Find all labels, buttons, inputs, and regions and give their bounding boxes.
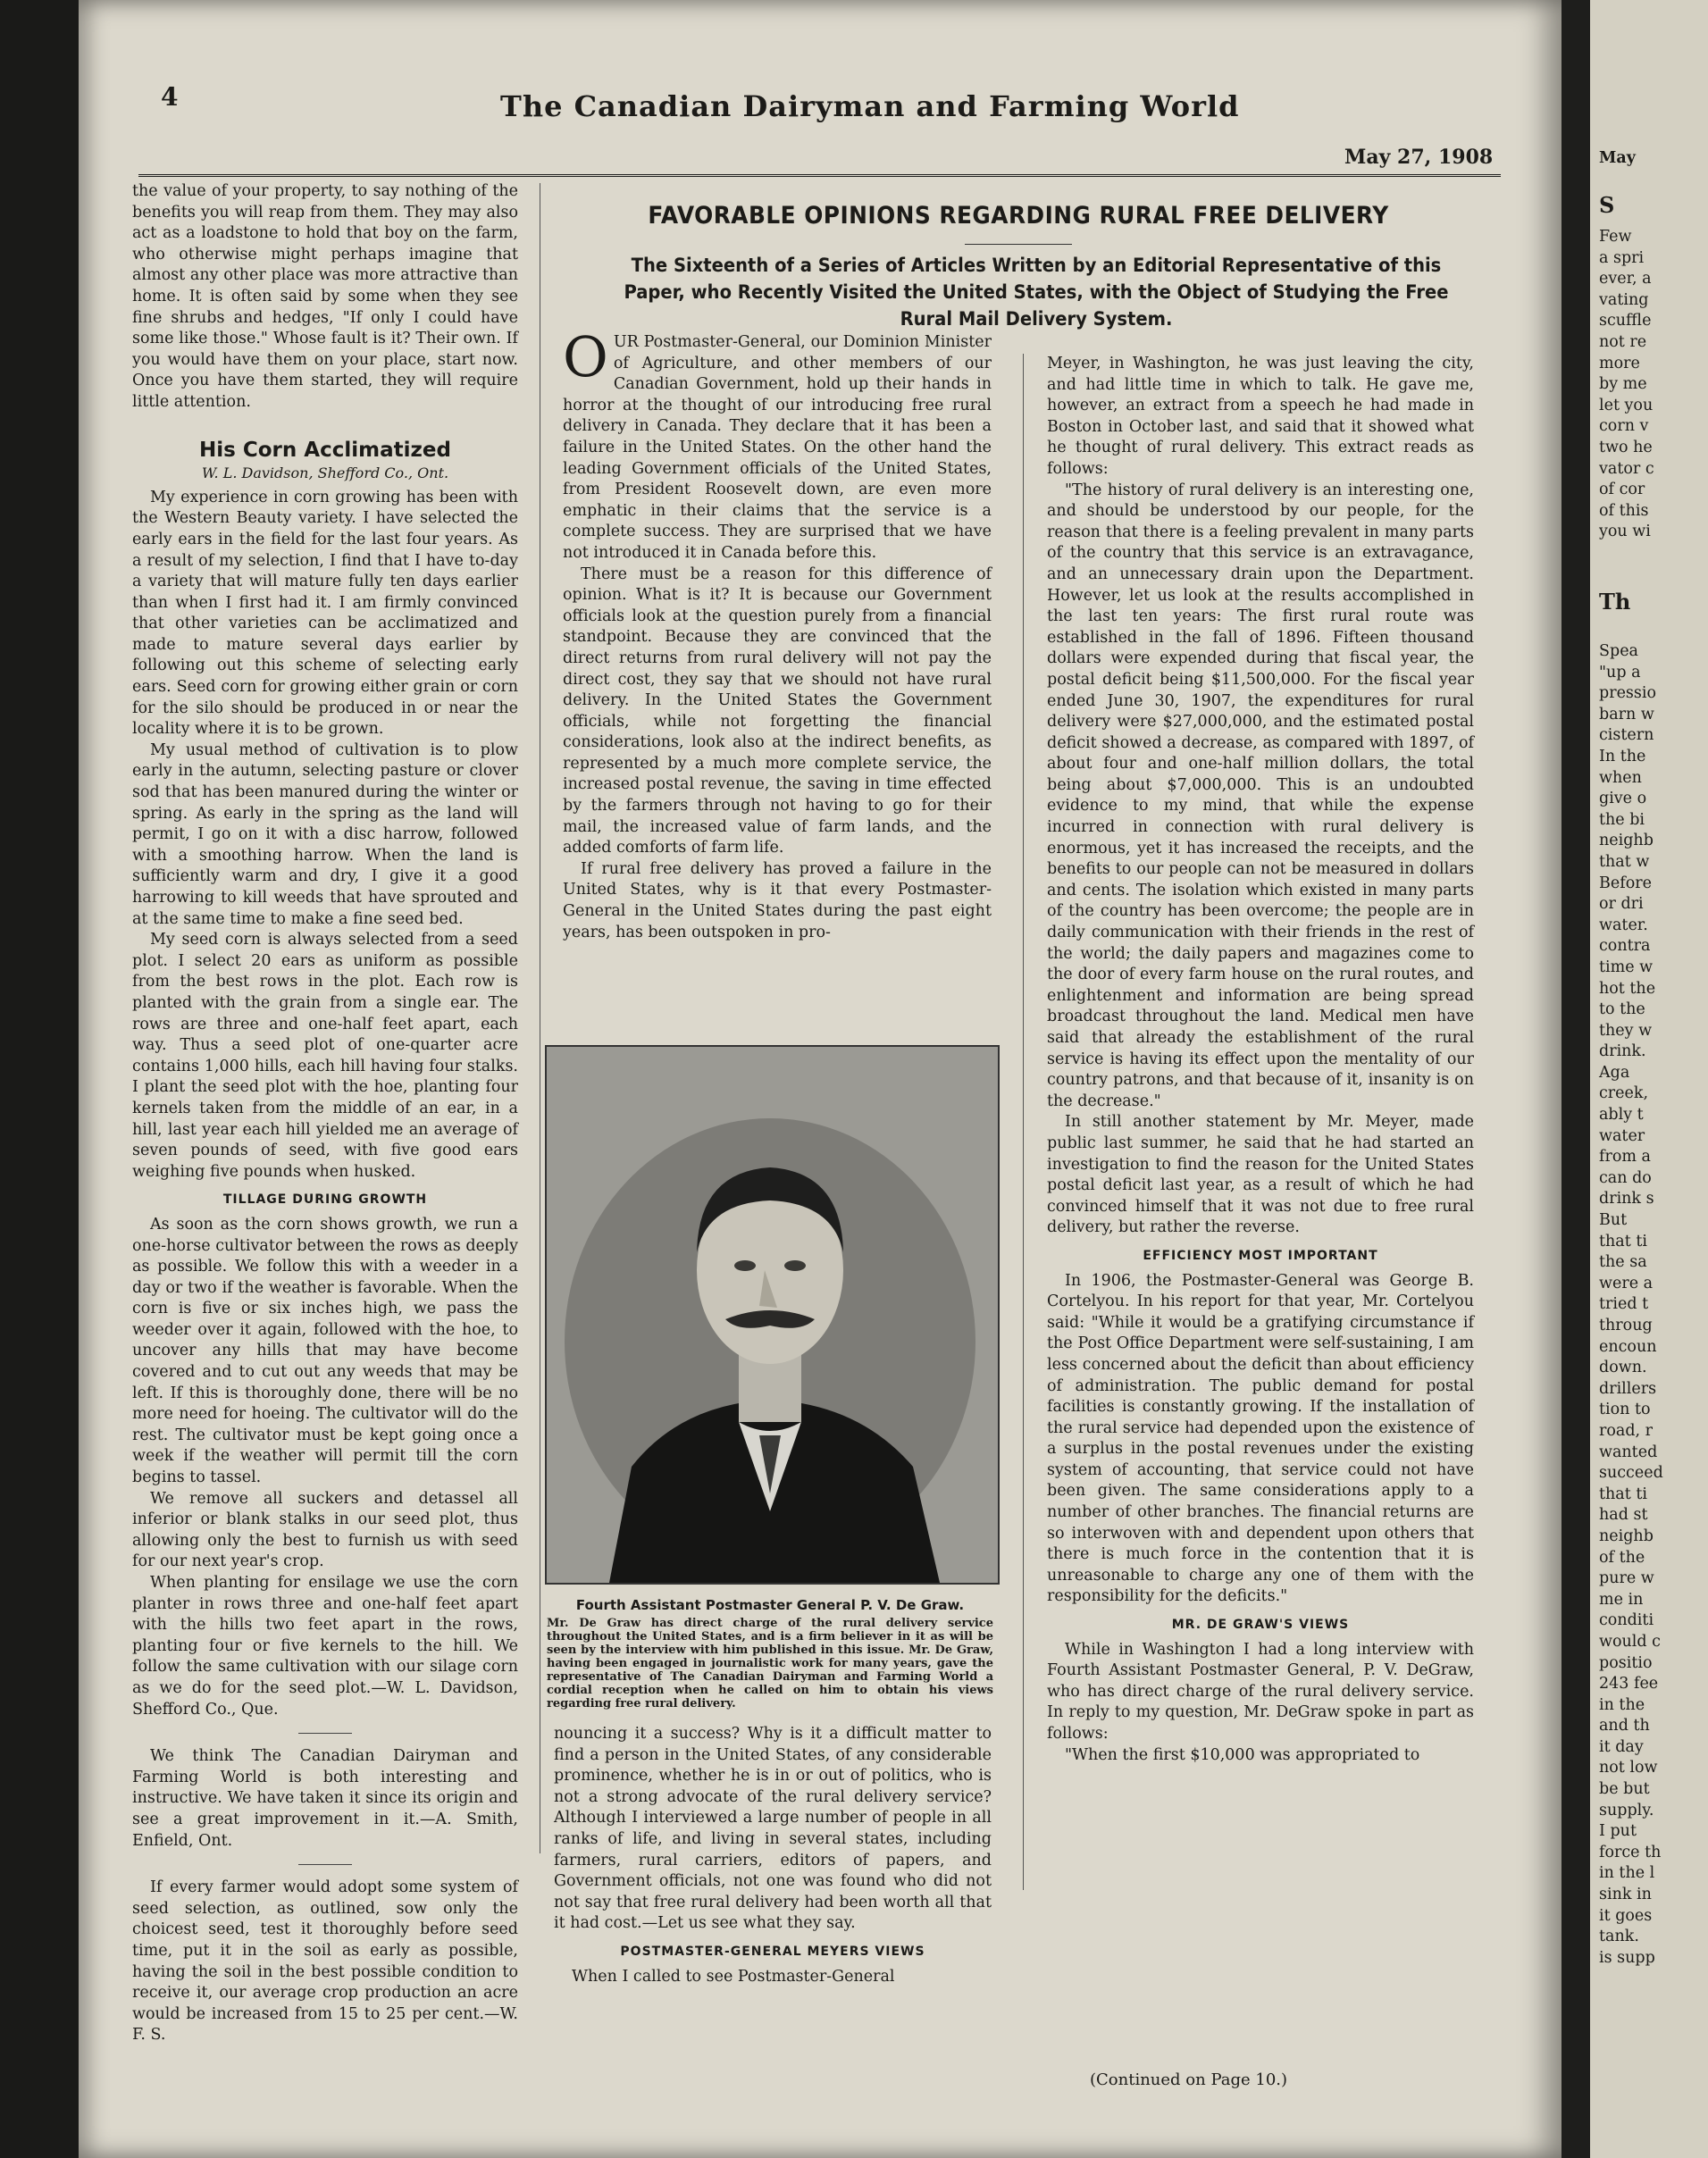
fragment-line: cistern (1599, 726, 1654, 745)
fragment-line: drink s (1599, 1190, 1654, 1209)
closing-paragraph: If every farmer would adopt some system of seed selection, as outlined, sow only the choicest seed, test it thoroughly before seed time, put it in the soil as early as possible, having the soil in the best possible condition to receive it, our average crop production an acre would be increased from 15 to 25 per cent.—W. F. S. (132, 1878, 518, 2045)
tillage-subhead: TILLAGE DURING GROWTH (222, 1192, 428, 1208)
next-page-text-fragment-2 (1599, 641, 1663, 1969)
tillage-paragraph: We remove all suckers and detassel all inferior or blank stalks in our seed plot, thus allowing only the best to furnish us with seed for our next year's crop. (132, 1489, 518, 1571)
corn-paragraph: My seed corn is always selected from a seed plot. I select 20 ears as uniform as possible from the best rows in the plot. Each row is planted with the grain from a single ear. The rows are three and one-half feet apart, each way. Thus a seed plot of one-quarter acre contains 1,000 hills, each hill having four stalks. I plant the seed plot with the hoe, planting four kernels taken from the middle of an ear, in a hill, last year each hill yielded me an average of seven pounds of seed, with five good ears weighing five pounds when husked. (132, 931, 518, 1181)
article-paragraph: While in Washington I had a long interview with Fourth Assistant Postmaster General, P. V. DeGraw, who has direct charge of the rural delivery service. In reply to my question, Mr. DeGraw spoke in part as follows: (1047, 1640, 1474, 1743)
fragment-line: I put (1599, 1822, 1637, 1841)
fragment-line: succeed (1599, 1464, 1663, 1483)
fragment-line: let you (1599, 396, 1654, 414)
fragment-line: you wi (1599, 523, 1651, 541)
page-number: 4 (161, 82, 179, 112)
fragment-line: Few (1599, 228, 1632, 246)
fragment-line: encoun (1599, 1337, 1657, 1356)
fragment-line: the bi (1599, 810, 1645, 829)
fragment-line: of cor (1599, 481, 1645, 499)
article-paragraph: There must be a reason for this difference of opinion. What is it? It is because our Government officials look at the question purely from a financial standpoint. Because they are convinced that the direct returns from rural delivery will not pay the direct cost, they say that we should not have rural delivery. In the United States the Government officials, while not forgetting the financial considerations, look also at the indirect benefits, as represented by a much more complete service, the increased postal revenue, the saving in time effected by the farmers through not having to go for their mail, the increased value of farm lands, and the added comforts of farm life. (563, 565, 992, 857)
fragment-line: positio (1599, 1653, 1653, 1672)
article-paragraph: nouncing it a success? Why is it a difficult matter to find a person in the United States, of any considerable prominence, whether he is in or out of politics, who is not a strong advocate of the rural delivery service? Although I interviewed a large number of people in all ranks of life, and living in several states, including farmers, rural carriers, editors of papers, and Government officials, not one was found who did not not say that free rural delivery had been worth all that it had cost.—Let us see what they say. (554, 1725, 992, 1933)
fragment-line: Aga (1599, 1063, 1630, 1082)
fragment-line: would c (1599, 1632, 1661, 1651)
fragment-line: water (1599, 1126, 1645, 1145)
fragment-line: had st (1599, 1506, 1648, 1525)
fragment-line: from a (1599, 1148, 1651, 1167)
reader-letter: We think The Canadian Dairyman and Farming World is both interesting and instructive. We have taken it since its origin and see a great improvement in it.—A. Smith, Enfield, Ont. (132, 1747, 518, 1850)
portrait-illustration (547, 1047, 998, 1583)
corn-paragraph: My experience in corn growing has been with the Western Beauty variety. I have selected the early ears in the field for the last four years. As a result of my selection, I find that I have to-day a variety that will mature fully ten days earlier than when I first had it. I am firmly convinced that other varieties can be acclimatized and made to mature several days earlier by following out this scheme of selecting early ears. Seed corn for growing either grain or corn for the silo should be produced in or near the locality where it is to be grown. (132, 488, 518, 739)
fragment-line: or dri (1599, 895, 1644, 914)
article-paragraph: When I called to see Postmaster-General (572, 1967, 895, 1986)
masthead-title: The Canadian Dairyman and Farming World (500, 89, 1240, 123)
fragment-line: tion to (1599, 1401, 1651, 1419)
fragment-line: 243 fee (1599, 1675, 1659, 1694)
degraw-subhead: MR. DE GRAW'S VIEWS (1171, 1618, 1350, 1633)
header-rule (138, 174, 1501, 177)
fragment-line: scuffle (1599, 312, 1652, 330)
fragment-line: is supp (1599, 1948, 1655, 1967)
page-gutter (1561, 0, 1590, 2158)
fragment-line: more (1599, 354, 1640, 372)
fragment-line: in the (1599, 1695, 1645, 1714)
article-paragraph: In still another statement by Mr. Meyer, made public last summer, he said that he had started an investigation to find the reason for the United States postal deficit last year, as a result of which he had convinced himself that it was not due to free rural delivery, but rather the reverse. (1047, 1113, 1474, 1237)
article-dek: The Sixteenth of a Series of Articles Written by an Editorial Representative of this Paper, who Recently Visited the United States, with the Object of Studying the Free Rural Mail Delivery System. (624, 255, 1449, 330)
fragment-line: contra (1599, 937, 1651, 956)
fragment-line: vator c (1599, 459, 1654, 478)
fragment-line: ably t (1599, 1106, 1644, 1125)
fragment-line: to the (1599, 1000, 1645, 1019)
next-page-date-fragment: May (1599, 149, 1636, 167)
fragment-line: that w (1599, 852, 1650, 871)
fragment-line: "up a (1599, 663, 1641, 682)
column-one (132, 181, 518, 2045)
fragment-line: me in (1599, 1590, 1644, 1609)
intro-paragraph: the value of your property, to say nothing of the benefits you will reap from them. They may also act as a loadstone to hold that boy on the farm, who otherwise might perhaps imagine that almost any other place was more attractive than home. It is often said by some when they see fine shrubs and hedges, "If only I could have some like those." Whose fault is it? Their own. If you would have them on your place, start now. Once you have them started, they will require little attention. (132, 182, 518, 411)
drop-cap: O (563, 324, 608, 389)
fragment-line: corn v (1599, 417, 1649, 436)
fragment-line: hot the (1599, 979, 1656, 998)
column-rule-2 (1023, 354, 1024, 1890)
fragment-line: it goes (1599, 1906, 1653, 1925)
fragment-line: pure w (1599, 1569, 1654, 1588)
tillage-paragraph: When planting for ensilage we use the corn planter in rows three and one-half feet apart with the hills two feet apart in the rows, planting four or five kernels to the hill. We follow the same cultivation with our silage corn as we do for the seed plot.—W. L. Davidson, Shefford Co., Que. (132, 1574, 518, 1719)
fragment-line: tank. (1599, 1928, 1639, 1946)
fragment-line: pressio (1599, 684, 1657, 703)
next-page-heading-fragment: Th (1599, 589, 1631, 615)
fragment-line: vating (1599, 290, 1649, 309)
fragment-line: tried t (1599, 1295, 1649, 1314)
fragment-line: neighb (1599, 832, 1654, 850)
fragment-line: road, r (1599, 1421, 1654, 1440)
continued-note: (Continued on Page 10.) (1090, 2070, 1288, 2089)
meyer-quote: "The history of rural delivery is an interesting one, and should be understood by our people, for the reason that there is a feeling prevalent in many parts of the country that this service is an extravagance, and an unnecessary drain upon the Department. However, let us look at the results accomplished in the last ten years: The first rural route was established in the fall of 1896. Fifteen thousand dollars were expended during that fiscal year, the postal deficit being $11,500,000. For the fiscal year ended June 30, 1907, the expenditures for rural delivery were $27,000,000, and the estimated postal deficit showed a decrease, as compared with 1897, of about four and one-half million dollars, the total being about $7,000,000. This is an undoubted evidence to my mind, that while the expense incurred in connection with rural delivery is enormous, yet it has increased the receipts, and the benefits to our people can not be measured in dollars and cents. The isolation which existed in many parts of the country has been overcome; the people are in daily communication with their friends in the rest of the world; the daily papers and magazines come to the door of every farm house on the rural routes, and enlightenment and information are being spread broadcast throughout the land. Medical men have said that already the establishment of the rural service is having its effect upon the mentality of our country patrons, and that because of it, insanity is on the decrease." (1047, 481, 1474, 1110)
article-paragraph: If rural free delivery has proved a failure in the United States, why is it that every Postmaster-General in the United States during the past eight years, has been outspoken in pro- (563, 859, 992, 941)
column-two-bottom (554, 1724, 992, 2081)
next-page-heading-fragment: S (1599, 192, 1615, 218)
fragment-line: Spea (1599, 642, 1638, 660)
fragment-line: that ti (1599, 1232, 1647, 1250)
fragment-line: it day (1599, 1737, 1644, 1756)
separator-rule (298, 1733, 352, 1734)
fragment-line: throug (1599, 1317, 1653, 1334)
fragment-line: conditi (1599, 1611, 1654, 1630)
corn-article-byline: W. L. Davidson, Shefford Co., Ont. (201, 464, 449, 482)
fragment-line: In the (1599, 747, 1646, 765)
photo-caption-body: Mr. De Graw has direct charge of the rural delivery service throughout the United States, and is a firm believer in it as will be seen by the interview with him published in this issue. Mr. De Graw, having been engaged in journalistic work for many years, gave the representative of The Canadian Dairyman and Farming World a cordial reception when he called on him to obtain his views regarding free rural delivery. (547, 1617, 993, 1711)
fragment-line: of this (1599, 501, 1649, 520)
fragment-line: barn w (1599, 705, 1654, 724)
fragment-line: be but (1599, 1780, 1650, 1799)
fragment-line: two he (1599, 438, 1653, 456)
fragment-line: and th (1599, 1717, 1650, 1736)
fragment-line: sink in (1599, 1886, 1652, 1904)
fragment-line: in the l (1599, 1864, 1655, 1883)
corn-article-title: His Corn Acclimatized (199, 438, 451, 462)
fragment-line: give o (1599, 790, 1647, 808)
fragment-line: that ti (1599, 1485, 1647, 1503)
separator-rule (298, 1864, 352, 1865)
fragment-line: were a (1599, 1274, 1654, 1292)
fragment-line: ever, a (1599, 270, 1652, 289)
fragment-line: drillers (1599, 1379, 1657, 1398)
article-headline: FAVORABLE OPINIONS REGARDING RURAL FREE DELIVERY (648, 202, 1389, 230)
fragment-line: wanted (1599, 1443, 1658, 1461)
fragment-line: not low (1599, 1759, 1658, 1777)
fragment-line: a spri (1599, 248, 1645, 267)
fragment-line: by me (1599, 375, 1647, 394)
fragment-line: creek, (1599, 1084, 1649, 1103)
fragment-line: can do (1599, 1168, 1652, 1187)
portrait-photo (545, 1045, 1000, 1585)
fragment-line: force th (1599, 1843, 1662, 1861)
article-paragraph: In 1906, the Postmaster-General was George B. Cortelyou. In his report for that year, Mr. Cortelyou said: "While it would be a gratifying circumstance if the Post Office Department were self-sustaining, I am less concerned about the deficit than about efficiency of administration. The public demand for postal facilities is constantly growing. If the installation of the rural service had depended upon the existence of a surplus in the postal revenues under the existing system of accounting, that service could not have been given. The same considerations apply to a number of other branches. The financial returns are so interwoven with and dependent upon others that there is much force in the contention that it is unreasonable to charge any one of them with the responsibility for the deficits." (1047, 1271, 1474, 1606)
fragment-line: not re (1599, 332, 1647, 351)
fragment-line: the sa (1599, 1253, 1647, 1272)
fragment-line: when (1599, 768, 1642, 787)
headline-rule (965, 244, 1072, 245)
fragment-line: Before (1599, 874, 1652, 892)
issue-date: May 27, 1908 (1344, 146, 1494, 169)
fragment-line: water. (1599, 916, 1648, 934)
fragment-line: time w (1599, 958, 1654, 976)
fragment-line: they w (1599, 1021, 1653, 1040)
fragment-line: drink. (1599, 1042, 1646, 1061)
article-paragraph: UR Postmaster-General, our Dominion Minister of Agriculture, and other members of our Canadian Government, hold up their hands in horror at the thought of our introducing free rural delivery in Canada. They declare that it has been a failure in the United States. On the other hand the leading Government officials of the United States, from President Roosevelt down, are even more emphatic in their claims that the service is a complete success. They are surprised that we have not introduced it in Canada before this. (563, 333, 992, 562)
column-three (1047, 354, 1474, 1863)
fragment-line: But (1599, 1211, 1628, 1230)
fragment-line: neighb (1599, 1526, 1654, 1545)
fragment-line: supply. (1599, 1801, 1654, 1819)
next-page-text-fragment-1 (1599, 227, 1654, 543)
tillage-paragraph: As soon as the corn shows growth, we run a one-horse cultivator between the rows as deeply as possible. We follow this with a weeder in a day or two if the weather is favorable. When the corn is five or six inches high, we pass the weeder over it again, followed with the hoe, to uncover any hills that may have become covered and to cut out any weeds that may be left. If this is thoroughly done, there will be no more need for hoeing. The cultivator will do the rest. The cultivator must be kept going once a week if the weather will permit till the corn begins to tassel. (132, 1215, 518, 1487)
fragment-line: down. (1599, 1359, 1647, 1377)
fragment-line: of the (1599, 1548, 1645, 1567)
photo-caption-title: Fourth Assistant Postmaster General P. V. De Graw. (575, 1597, 965, 1613)
efficiency-subhead: EFFICIENCY MOST IMPORTANT (1143, 1248, 1378, 1263)
meyers-subhead: POSTMASTER-GENERAL MEYERS VIEWS (620, 1944, 925, 1959)
article-paragraph: "When the first $10,000 was appropriated to (1065, 1745, 1420, 1764)
corn-paragraph: My usual method of cultivation is to plow early in the autumn, selecting pasture or clover sod that has been manured during the winter or spring. As early in the spring as the land will permit, I go on it with a disc harrow, followed with a smoothing harrow. When the land is sufficiently warm and dry, I give it a good harrowing to kill weeds that have sprouted and at the same time to make a fine seed bed. (132, 740, 518, 928)
article-paragraph: Meyer, in Washington, he was just leaving the city, and had little time in which to talk. He gave me, however, an extract from a speech he had made in Boston in October last, and said that it showed what he thought of rural delivery. This extract reads as follows: (1047, 355, 1474, 478)
